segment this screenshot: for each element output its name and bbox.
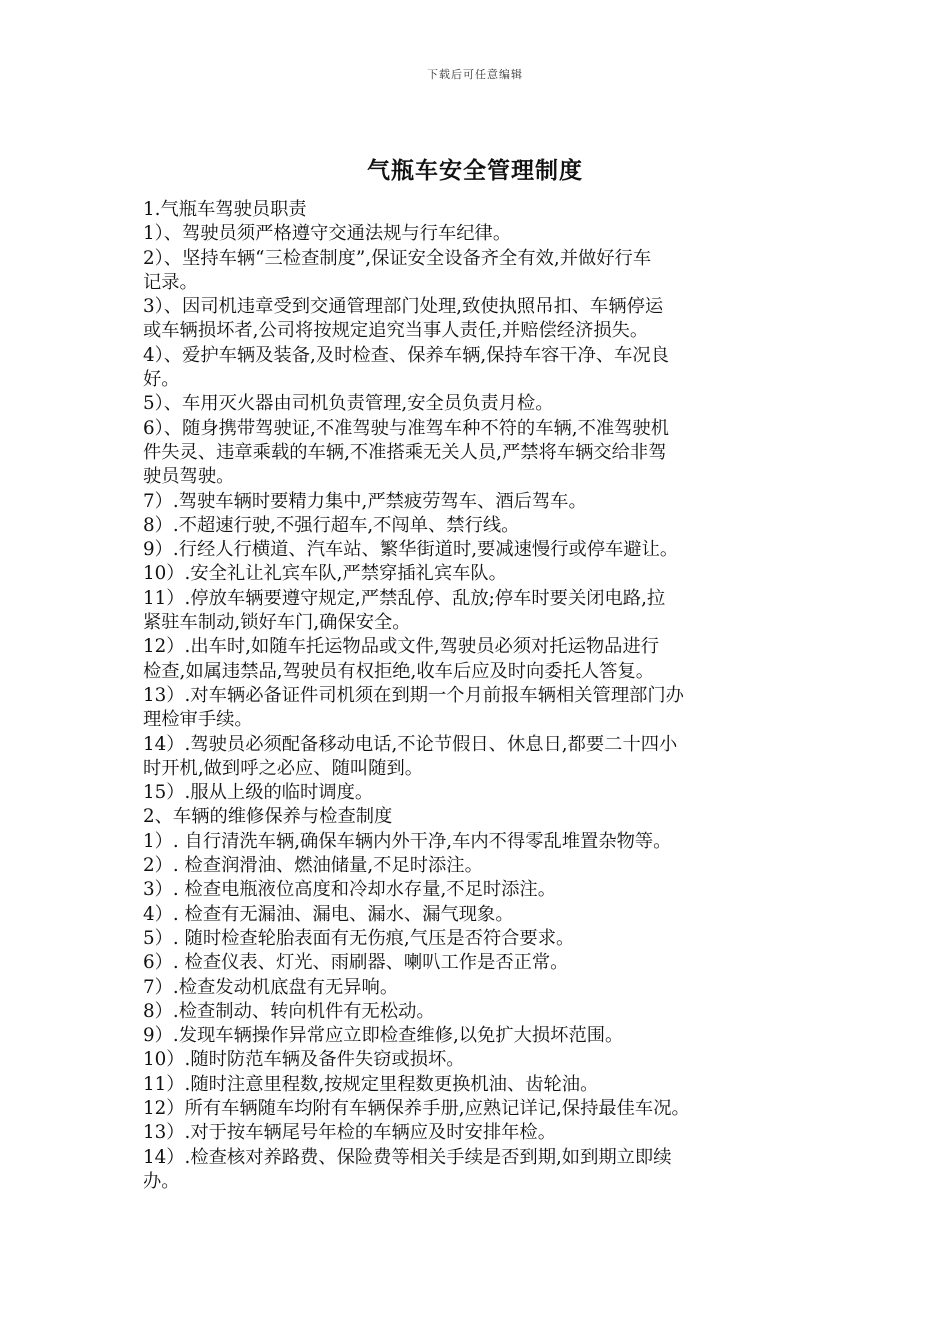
- body-line: 2、车辆的维修保养与检查制度: [143, 806, 393, 828]
- body-line: 检查,如属违禁品,驾驶员有权拒绝,收车后应及时向委托人答复。: [143, 660, 655, 682]
- body-line: 14）.检查核对养路费、保险费等相关手续是否到期,如到期立即续: [143, 1146, 672, 1168]
- body-line: 1.气瓶车驾驶员职责: [143, 199, 307, 220]
- body-line: 6）、随身携带驾驶证,不准驾驶与准驾车种不符的车辆,不准驾驶机: [143, 417, 669, 439]
- body-line: 2）、坚持车辆“三检查制度”,保证安全设备齐全有效,并做好行车: [143, 247, 652, 269]
- body-line: 时开机,做到呼之必应、随叫随到。: [143, 757, 424, 779]
- body-line: 10）.随时防范车辆及备件失窃或损坏。: [143, 1049, 465, 1071]
- body-line: 记录。: [143, 271, 198, 293]
- body-line: 12）.出车时,如随车托运物品或文件,驾驶员必须对托运物品进行: [143, 636, 660, 658]
- body-line: 3）. 检查电瓶液位高度和冷却水存量,不足时添注。: [143, 879, 556, 901]
- body-line: 2）. 检查润滑油、燃油储量,不足时添注。: [143, 855, 483, 877]
- body-line: 9）.发现车辆操作异常应立即检查维修,以免扩大损坏范围。: [143, 1025, 624, 1047]
- body-line: 10）.安全礼让礼宾车队,严禁穿插礼宾车队。: [143, 563, 507, 585]
- header-note: 下载后可任意编辑: [427, 68, 523, 81]
- body-line: 5）、车用灭火器由司机负责管理,安全员负责月检。: [143, 393, 554, 415]
- body-line: 5）. 随时检查轮胎表面有无伤痕,气压是否符合要求。: [143, 927, 575, 949]
- body-line: 件失灵、违章乘载的车辆,不准搭乘无关人员,严禁将车辆交给非驾: [143, 441, 667, 463]
- body-line: 4）、爱护车辆及装备,及时检查、保养车辆,保持车容干净、车况良: [143, 344, 669, 366]
- body-line: 好。: [143, 369, 180, 391]
- body-line: 1）、驾驶员须严格遵守交通法规与行车纪律。: [143, 223, 512, 245]
- body-line: 12）所有车辆随车均附有车辆保养手册,应熟记详记,保持最佳车况。: [143, 1097, 690, 1119]
- body-line: 8）.不超速行驶,不强行超车,不闯单、禁行线。: [143, 514, 520, 536]
- body-line: 6）. 检查仪表、灯光、雨刷器、喇叭工作是否正常。: [143, 952, 569, 974]
- body-line: 13）.对于按车辆尾号年检的车辆应及时安排年检。: [143, 1122, 556, 1144]
- body-line: 3）、因司机违章受到交通管理部门处理,致使执照吊扣、车辆停运: [143, 296, 664, 318]
- document-body: [143, 198, 811, 1194]
- body-line: 4）. 检查有无漏油、漏电、漏水、漏气现象。: [143, 903, 514, 925]
- body-line: 办。: [143, 1170, 180, 1192]
- body-line: 9）.行经人行横道、汽车站、繁华街道时,要减速慢行或停车避让。: [143, 539, 679, 561]
- body-line: 11）.停放车辆要遵守规定,严禁乱停、乱放;停车时要关闭电路,拉: [143, 587, 666, 609]
- body-line: 理检审手续。: [143, 709, 253, 731]
- body-line: 13）.对车辆必备证件司机须在到期一个月前报车辆相关管理部门办: [143, 684, 684, 706]
- body-line: 7）.驾驶车辆时要精力集中,严禁疲劳驾车、酒后驾车。: [143, 490, 587, 512]
- document-title: 气瓶车安全管理制度: [367, 157, 583, 184]
- body-line: 8）.检查制动、转向机件有无松动。: [143, 1000, 435, 1022]
- body-line: 14）.驾驶员必须配备移动电话,不论节假日、休息日,都要二十四小: [143, 733, 678, 755]
- body-line: 7）.检查发动机底盘有无异响。: [143, 976, 399, 998]
- body-line: 15）.服从上级的临时调度。: [143, 782, 374, 804]
- body-line: 驶员驾驶。: [143, 466, 235, 488]
- body-line: 或车辆损坏者,公司将按规定追究当事人责任,并赔偿经济损失。: [143, 320, 649, 342]
- body-line: 紧驻车制动,锁好车门,确保安全。: [143, 612, 411, 634]
- body-line: 11）.随时注意里程数,按规定里程数更换机油、齿轮油。: [143, 1073, 599, 1095]
- body-line: 1）. 自行清洗车辆,确保车辆内外干净,车内不得零乱堆置杂物等。: [143, 830, 672, 852]
